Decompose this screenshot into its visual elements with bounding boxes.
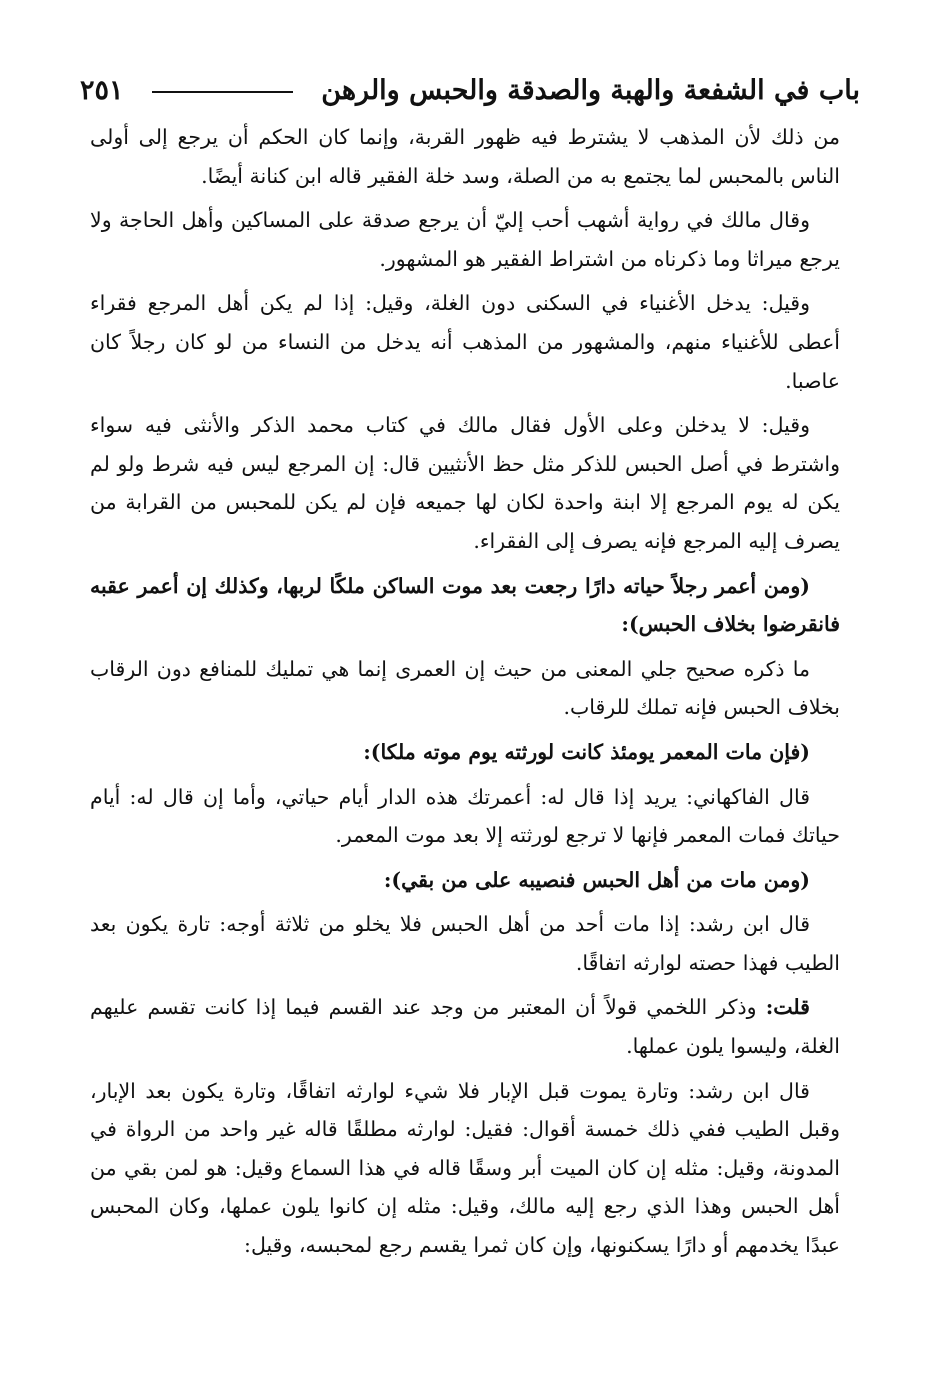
running-title: باب في الشفعة والهبة والصدقة والحبس والرهن — [321, 74, 860, 106]
paragraph: وقال مالك في رواية أشهب أحب إليّ أن يرجع صدقة على المساكين وأهل الحاجة ولا يرجع ميراثا وما ذكرناه من اشتراط الفقير هو المشهور. — [90, 208, 840, 271]
paragraph: وقيل: لا يدخلن وعلى الأول فقال مالك في كتاب محمد الذكر والأنثى فيه سواء واشترط في أصل الحبس للذكر مثل حظ الأنثيين قال: إن المرجع ليس فيه شرط ولو لم يكن له يوم المرجع إلا ابنة واحدة لكان لها جميعه فإن لم يكن للمحبس من القرابة من يصرف إليه المرجع فإنه يصرف إلى الفقراء. — [90, 413, 840, 553]
quoted-matn-paragraph: (ومن أعمر رجلاً حياته دارًا رجعت بعد موت الساكن ملكًا لربها، وكذلك إن أعمر عقبه فانقرضوا بخلاف الحبس): — [90, 573, 840, 637]
body-text — [90, 118, 840, 1271]
paragraph-text: وذكر اللخمي قولاً أن المعتبر من وجد عند القسم فيما إذا كانت تقسم عليهم الغلة، وليسوا يلون عملها. — [90, 995, 840, 1059]
paragraph — [90, 988, 840, 1065]
page-number: ٢٥١ — [80, 74, 124, 106]
paragraph: ما ذكره صحيح جلي المعنى من حيث إن العمرى إنما هي تمليك للمنافع دون الرقاب بخلاف الحبس فإنه تملك للرقاب. — [90, 656, 840, 720]
paragraph: وقيل: يدخل الأغنياء في السكنى دون الغلة، وقيل: إذا لم يكن أهل المرجع فقراء أعطى للأغنياء منهم، والمشهور من المذهب أنه يدخل من النساء من لو كان رجلاً كان عاصبا. — [90, 291, 840, 393]
paragraph: من ذلك لأن المذهب لا يشترط فيه ظهور القربة، وإنما كان الحكم أن يرجع إلى أولى الناس بالمحبس لما يجتمع به من الصلة، وسد خلة الفقير قاله ابن كنانة أيضًا. — [90, 125, 840, 188]
header-rule — [152, 91, 294, 93]
paragraph: قال ابن رشد: وتارة يموت قبل الإبار فلا شيء لوارثه اتفاقًا، وتارة يكون بعد الإبار، وقبل الطيب ففي ذلك خمسة أقوال: فقيل: لوارثه مطلقًا قاله غير واحد من الرواة في المدونة، وقيل: مثله إن كان الميت أبر وسقًا قاله في هذا السماع وقيل: هو لمن بقي من أهل الحبس وهذا الذي رجع إليه مالك، وقيل: مثله إن كانوا يلون عملها، وكان المحبس عبدًا يخدمهم أو دارًا يسكنونها، وإن كان ثمرا يقسم رجع لمحبسه، وقيل: — [90, 1078, 840, 1258]
page-header — [80, 70, 860, 110]
quoted-matn-paragraph: (ومن مات من أهل الحبس فنصيبه على من بقي): — [383, 867, 810, 892]
qultu-label: قلت: — [765, 995, 810, 1020]
paragraph: قال الفاكهاني: يريد إذا قال له: أعمرتك هذه الدار أيام حياتي، وأما إن قال له: أيام حياتك فمات المعمر فإنها لا ترجع لورثته إلا بعد موت المعمر. — [90, 784, 840, 848]
quoted-matn-paragraph: (فإن مات المعمر يومئذ كانت لورثته يوم موته ملكا): — [363, 739, 810, 764]
paragraph: قال ابن رشد: إذا مات أحد من أهل الحبس فلا يخلو من ثلاثة أوجه: تارة يكون بعد الطيب فهذا حصته لوارثه اتفاقًا. — [90, 912, 840, 975]
